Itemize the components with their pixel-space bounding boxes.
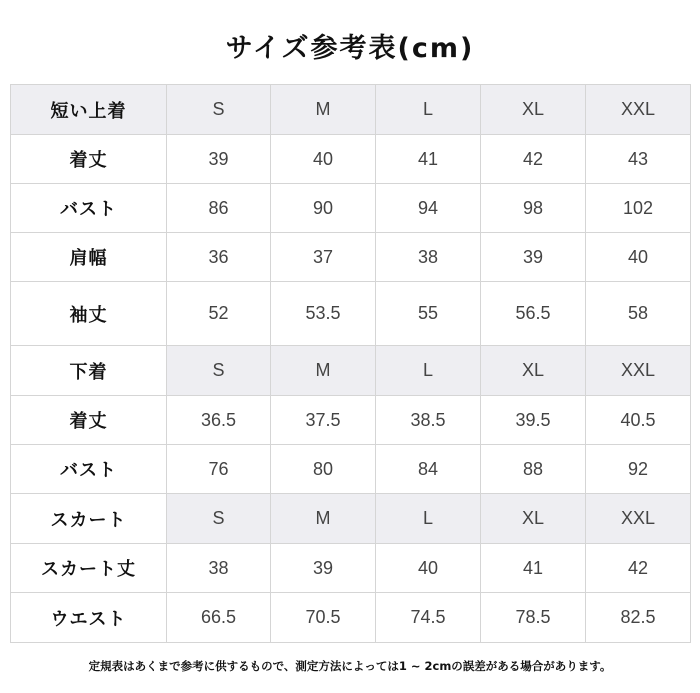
size-header-cell: XL: [481, 494, 586, 544]
table-row: [11, 396, 691, 445]
size-header-cell: XL: [481, 85, 586, 135]
value-cell: 36: [167, 233, 271, 282]
value-cell: 39: [481, 233, 586, 282]
table-row: [11, 135, 691, 184]
value-cell: 42: [481, 135, 586, 184]
value-cell: 38.5: [376, 396, 481, 445]
row-label: バスト: [11, 184, 167, 233]
value-cell: 76: [167, 445, 271, 494]
section-header-row: [11, 85, 691, 135]
value-cell: 53.5: [271, 282, 376, 346]
row-label: スカート丈: [11, 544, 167, 593]
row-label: ウエスト: [11, 593, 167, 643]
value-cell: 102: [586, 184, 691, 233]
table-row: [11, 184, 691, 233]
table-row: [11, 445, 691, 494]
value-cell: 78.5: [481, 593, 586, 643]
table-row: [11, 233, 691, 282]
value-cell: 40: [586, 233, 691, 282]
value-cell: 55: [376, 282, 481, 346]
value-cell: 82.5: [586, 593, 691, 643]
value-cell: 94: [376, 184, 481, 233]
value-cell: 56.5: [481, 282, 586, 346]
section-header-row: [11, 494, 691, 544]
value-cell: 98: [481, 184, 586, 233]
row-label: 着丈: [11, 396, 167, 445]
value-cell: 40.5: [586, 396, 691, 445]
value-cell: 41: [376, 135, 481, 184]
size-header-cell: M: [271, 85, 376, 135]
value-cell: 86: [167, 184, 271, 233]
size-header-cell: L: [376, 85, 481, 135]
value-cell: 43: [586, 135, 691, 184]
size-header-cell: L: [376, 346, 481, 396]
table-row: [11, 544, 691, 593]
section-header-row: [11, 346, 691, 396]
value-cell: 92: [586, 445, 691, 494]
value-cell: 52: [167, 282, 271, 346]
value-cell: 88: [481, 445, 586, 494]
value-cell: 40: [376, 544, 481, 593]
section-header-label: 短い上着: [11, 85, 167, 135]
row-label: 肩幅: [11, 233, 167, 282]
value-cell: 41: [481, 544, 586, 593]
value-cell: 66.5: [167, 593, 271, 643]
size-header-cell: S: [167, 494, 271, 544]
size-header-cell: L: [376, 494, 481, 544]
value-cell: 38: [167, 544, 271, 593]
value-cell: 39: [167, 135, 271, 184]
value-cell: 38: [376, 233, 481, 282]
value-cell: 90: [271, 184, 376, 233]
size-header-cell: S: [167, 85, 271, 135]
size-header-cell: S: [167, 346, 271, 396]
value-cell: 39.5: [481, 396, 586, 445]
row-label: バスト: [11, 445, 167, 494]
size-header-cell: XXL: [586, 346, 691, 396]
row-label: 着丈: [11, 135, 167, 184]
section-header-label: 下着: [11, 346, 167, 396]
value-cell: 84: [376, 445, 481, 494]
table-row: [11, 593, 691, 643]
size-header-cell: XXL: [586, 494, 691, 544]
size-header-cell: XXL: [586, 85, 691, 135]
size-header-cell: M: [271, 494, 376, 544]
value-cell: 70.5: [271, 593, 376, 643]
value-cell: 42: [586, 544, 691, 593]
disclaimer-note: 定規表はあくまで参考に供するもので、測定方法によっては1 ~ 2cmの誤差がある場合があります。: [88, 659, 612, 673]
page-title: サイズ参考表(cm): [225, 33, 475, 64]
value-cell: 40: [271, 135, 376, 184]
section-header-label: スカート: [11, 494, 167, 544]
size-header-cell: M: [271, 346, 376, 396]
table-row: [11, 282, 691, 346]
value-cell: 39: [271, 544, 376, 593]
value-cell: 74.5: [376, 593, 481, 643]
size-header-cell: XL: [481, 346, 586, 396]
value-cell: 37.5: [271, 396, 376, 445]
value-cell: 58: [586, 282, 691, 346]
row-label: 袖丈: [11, 282, 167, 346]
value-cell: 36.5: [167, 396, 271, 445]
value-cell: 80: [271, 445, 376, 494]
value-cell: 37: [271, 233, 376, 282]
size-chart-table: [10, 84, 691, 643]
